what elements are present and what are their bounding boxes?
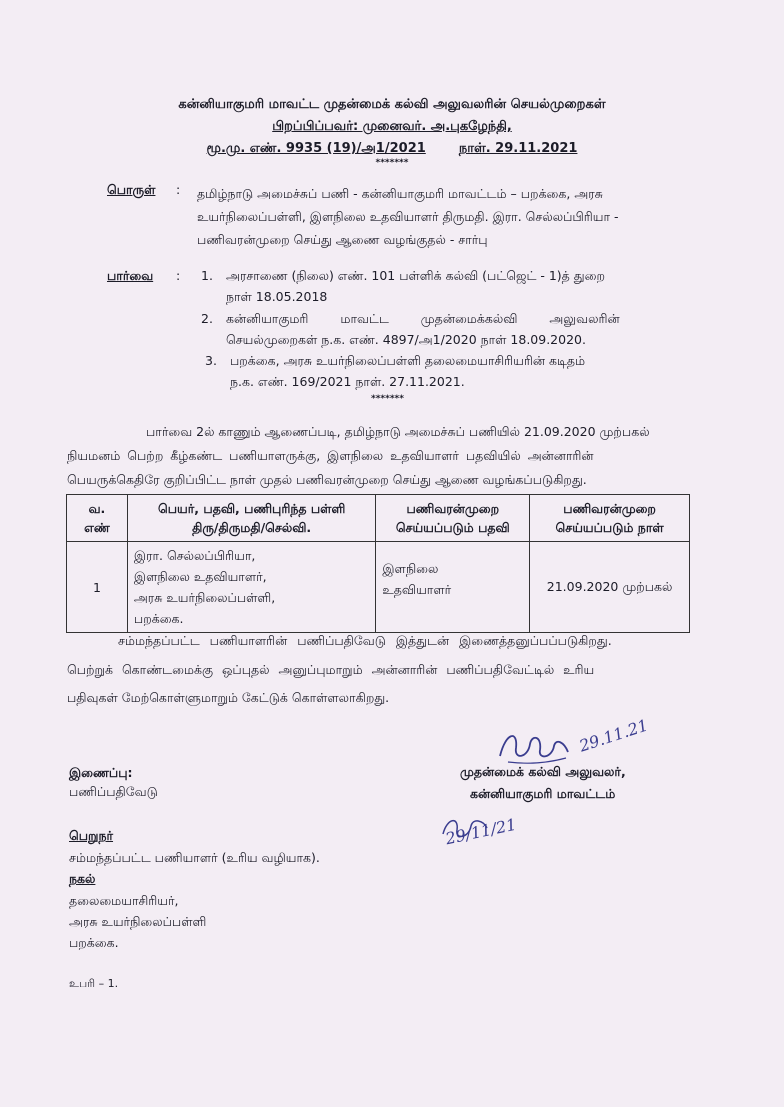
cell-name-line: இரா. செல்லப்பிரியா,	[133, 548, 256, 563]
header-post-l1: பணிவரன்முறை	[406, 501, 500, 516]
table-header-row	[67, 495, 690, 542]
reference-item-1-line1: அரசாணை (நிலை) எண். 101 பள்ளிக் கல்வி (பட்ஜெட் - 1)த் துறை	[226, 268, 605, 283]
signature-mark	[494, 722, 574, 768]
header-post-l2: செய்யப்படும் பதவி	[395, 520, 510, 535]
cell-name-line: பறக்கை.	[133, 611, 184, 626]
enclosure-label: இணைப்பு:	[69, 765, 133, 780]
header-post	[376, 495, 530, 542]
header-name	[127, 495, 375, 542]
closing-paragraph-line3: பதிவுகள் மேற்கொள்ளுமாறும் கேட்டுக் கொள்ளலாகிறது.	[67, 690, 390, 705]
closing-paragraph-line2: பெற்றுக் கொண்டமைக்கு ஒப்புதல் அனுப்புமாறும் அன்னாரின் பணிப்பதிவேட்டில் உரிய	[67, 662, 595, 677]
cell-post	[376, 542, 530, 633]
reference-item-2-line2: செயல்முறைகள் ந.க. எண். 4897/அ1/2020 நாள் 18.09.2020.	[226, 332, 586, 347]
cell-name	[127, 542, 375, 633]
order-paragraph-line2: நியமனம் பெற்ற கீழ்கண்ட பணியாளருக்கு, இளநிலை உதவியாளர் பதவியில் அன்னாரின்	[67, 448, 594, 463]
closing-paragraph-line1: சம்மந்தப்பட்ட பணியாளரின் பணிப்பதிவேடு இத்துடன் இணைத்தனுப்பப்படுகிறது.	[118, 633, 612, 648]
initials-date: 29/11/21	[443, 814, 519, 849]
reference-line	[0, 141, 784, 157]
reference-separator: *******	[371, 394, 404, 404]
order-paragraph-line1: பார்வை 2ல் காணும் ஆணைப்படி, தமிழ்நாடு அமைச்சுப் பணியில் 21.09.2020 முற்பகல்	[146, 424, 650, 439]
signatory-title: முதன்மைக் கல்வி அலுவலர்,	[460, 764, 626, 779]
recipient-value: சம்மந்தப்பட்ட பணியாளர் (உரிய வழியாக).	[69, 850, 320, 865]
header-date	[530, 495, 690, 542]
office-title: கன்னியாகுமரி மாவட்ட முதன்மைக் கல்வி அலுவலரின் செயல்முறைகள்	[178, 97, 606, 112]
signatory-district: கன்னியாகுமரி மாவட்டம்	[470, 786, 616, 801]
order-paragraph-line3: பெயருக்கெதிரே குறிப்பிட்ட நாள் முதல் பணிவரன்முறை செய்து ஆணை வழங்கப்படுகிறது.	[67, 472, 587, 487]
copy-line: பறக்கை.	[69, 935, 119, 950]
header-date-l2: செய்யப்படும் நாள்	[555, 520, 664, 535]
issued-by	[0, 119, 784, 135]
regularisation-table	[66, 494, 690, 633]
copy-line: அரசு உயர்நிலைப்பள்ளி	[69, 914, 207, 929]
subject-label: பொருள்	[107, 182, 156, 197]
reference-item-1-line2: நாள் 18.05.2018	[226, 289, 328, 304]
enclosure-value: பணிப்பதிவேடு	[69, 784, 158, 799]
header-serial-l1: வ.	[88, 501, 106, 516]
cell-name-line: அரசு உயர்நிலைப்பள்ளி,	[133, 590, 276, 605]
subject-line: உயர்நிலைப்பள்ளி, இளநிலை உதவியாளர் திருமதி. இரா. செல்லப்பிரியா -	[197, 209, 619, 224]
subject-text	[197, 182, 702, 251]
subject-colon: :	[176, 182, 181, 197]
cell-date: 21.09.2020 முற்பகல்	[530, 542, 690, 633]
signature-date: 29.11.21	[576, 715, 651, 756]
reference-number: மூ.மு. எண். 9935 (19)/அ1/2021	[206, 141, 426, 156]
copy-label: நகல்	[69, 871, 96, 886]
reference-colon: :	[176, 268, 181, 283]
cell-post-line: இளநிலை	[382, 561, 439, 576]
header-name-l1: பெயர், பதவி, பணிபுரிந்த பள்ளி	[158, 501, 346, 516]
reference-item-3-line2: ந.க. எண். 169/2021 நாள். 27.11.2021.	[230, 374, 465, 389]
header-name-l2: திரு/திருமதி/செல்வி.	[192, 520, 312, 535]
header-separator: *******	[375, 158, 409, 168]
cell-post-line: உதவியாளர்	[382, 582, 452, 597]
signature-scribble-icon	[494, 722, 574, 768]
cell-name-line: இளநிலை உதவியாளர்,	[133, 569, 267, 584]
reference-item-3-line1: பறக்கை, அரசு உயர்நிலைப்பள்ளி தலைமையாசிரியரின் கடிதம்	[230, 353, 586, 368]
reference-num-2: 2.	[201, 311, 213, 326]
reference-num-3: 3.	[205, 353, 217, 368]
issued-by-text: பிறப்பிப்பவர்: முனைவர். அ.புகழேந்தி,	[272, 119, 512, 134]
recipient-label: பெறுநர்	[69, 828, 114, 843]
order-date: நாள். 29.11.2021	[458, 141, 578, 156]
reference-item-2-line1: கன்னியாகுமரி மாவட்ட முதன்மைக்கல்வி அலுவலரின்	[226, 311, 620, 326]
header-date-l1: பணிவரன்முறை	[563, 501, 656, 516]
reference-num-1: 1.	[201, 268, 213, 283]
cell-serial: 1	[67, 542, 128, 633]
table-row	[67, 542, 690, 633]
reference-label: பார்வை	[107, 268, 154, 283]
subject-line: தமிழ்நாடு அமைச்சுப் பணி - கன்னியாகுமரி மாவட்டம் – பறக்கை, அரசு	[197, 186, 603, 201]
header-serial-l2: எண்	[84, 520, 110, 535]
header-serial	[67, 495, 128, 542]
subject-line: பணிவரன்முறை செய்து ஆணை வழங்குதல் - சார்பு	[197, 232, 488, 247]
copy-line: தலைமையாசிரியர்,	[69, 893, 179, 908]
extra-copy: உபரி – 1.	[69, 977, 119, 990]
